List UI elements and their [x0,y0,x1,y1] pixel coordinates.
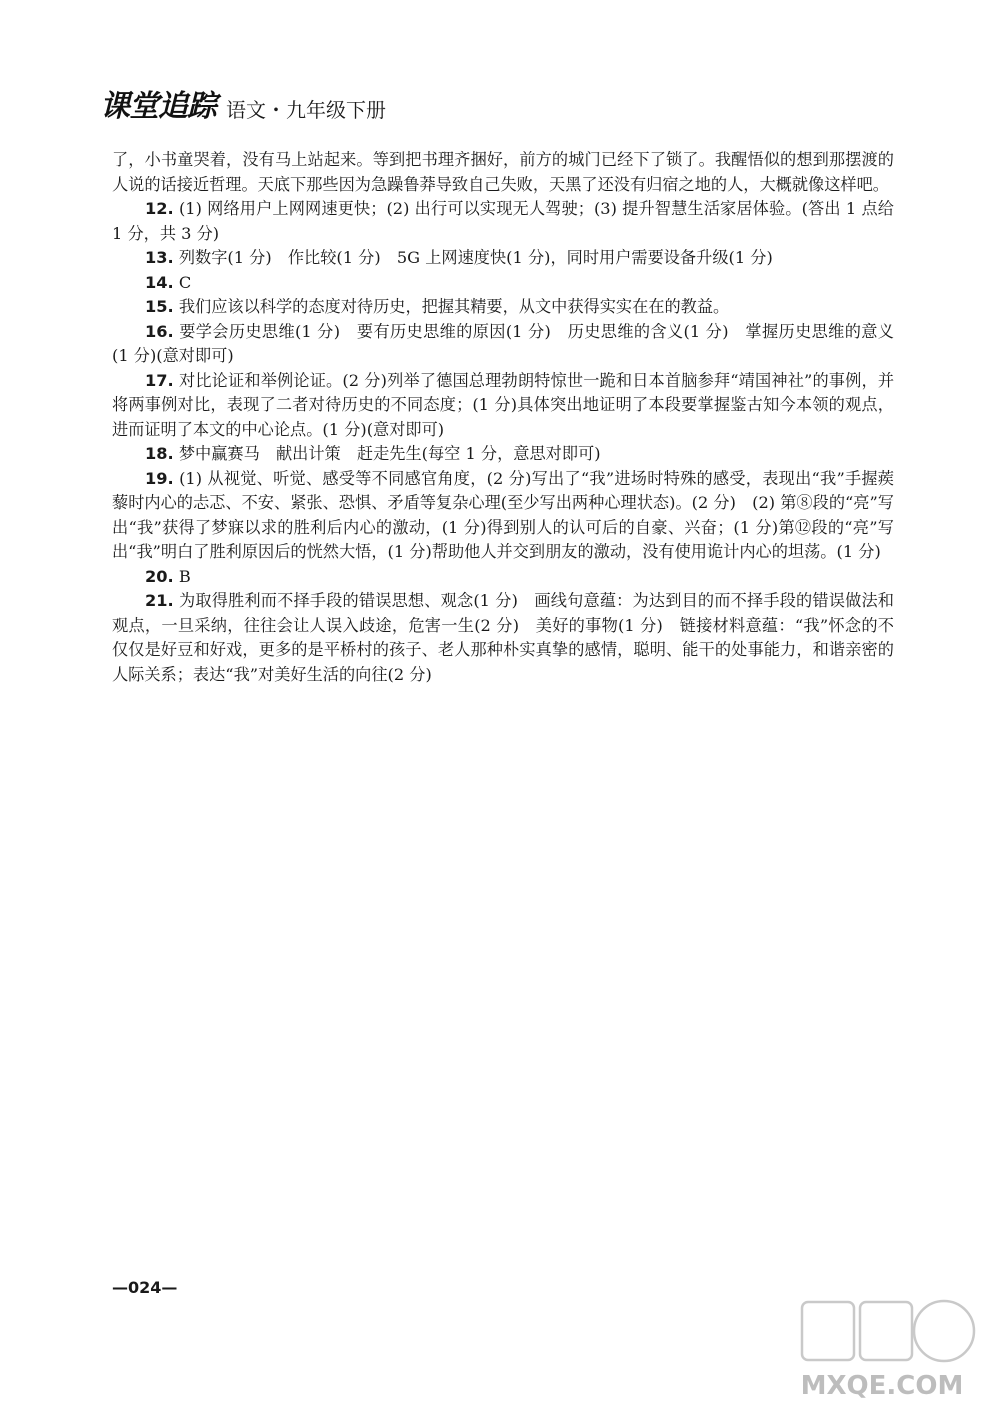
answer-item [112,320,894,369]
answer-number: 18. [145,444,174,463]
answer-number: 17. [145,370,174,390]
answer-content [112,148,894,687]
answer-item [112,369,894,443]
answer-item [112,197,894,246]
answer-number: 13. [145,248,174,267]
watermark-logo [782,1294,982,1404]
answer-text: 梦中赢赛马 献出计策 赶走先生(每空 1 分，意思对即可) [178,444,601,463]
answer-item [112,295,894,320]
answer-item [112,246,894,271]
answer-item [112,271,894,296]
answer-text: 我们应该以科学的态度对待历史，把握其精要，从文中获得实实在在的教益。 [178,297,730,316]
watermark-url: MXQE.COM [800,1371,964,1401]
answer-text: 为取得胜利而不择手段的错误思想、观念(1 分) 画线句意蕴：为达到目的而不择手段的错误做法和观点，一旦采纳，往往会让人误入歧途，危害一生(2 分) 美好的事物(1 分) 链接材料意蕴：“我”怀念的不仅仅是好豆和好戏，更多的是平桥村的孩子、老人那种朴实真挚的感情，聪明、能干的处事能力，和谐亲密的人际关系；表达“我”对美好生活的向往(2 分) [112,591,894,684]
answer-item [112,442,894,467]
answer-text: (1) 从视觉、听觉、感受等不同感官角度，(2 分)写出了“我”进场时特殊的感受，表现出“我”手握蒺藜时内心的忐忑、不安、紧张、恐惧、矛盾等复杂心理(至少写出两种心理状态)。(2 分) (2) 第⑧段的“亮”写出“我”获得了梦寐以求的胜利后内心的激动，(1 分)得到别人的认可后的自豪、兴奋；(1 分)第⑫段的“亮”写出“我”明白了胜利原因后的恍然大悟，(1 分)帮助他人并交到朋友的激动，没有使用诡计内心的坦荡。(1 分) [112,468,894,561]
answer-number: 14. [145,272,174,292]
answer-item [112,589,894,687]
answer-number: 16. [145,321,174,341]
answer-text: 列数字(1 分) 作比较(1 分) 5G 上网速度快(1 分)，同时用户需要设备升级(1 分) [178,248,773,267]
answer-text: 要学会历史思维(1 分) 要有历史思维的原因(1 分) 历史思维的含义(1 分) 掌握历史思维的意义(1 分)(意对即可) [112,321,894,365]
answer-text: 对比论证和举例论证。(2 分)列举了德国总理勃朗特惊世一跪和日本首脑参拜“靖国神社”的事例，并将两事例对比，表现了二者对待历史的不同态度；(1 分)具体突出地证明了本段要掌握鉴古知今本领的观点，进而证明了本文的中心论点。(1 分)(意对即可) [112,370,895,439]
answer-item [112,467,894,565]
answer-number: 15. [145,297,174,316]
answer-number: 19. [145,468,174,488]
answer-number: 20. [145,566,174,586]
answer-number: 21. [145,591,174,610]
book-subtitle: 语文・九年级下册 [226,98,386,122]
answer-item [112,565,894,590]
page-header [100,89,386,124]
page-number: —024— [112,1278,178,1297]
answer-text: B [178,566,191,586]
intro-paragraph: 了，小书童哭着，没有马上站起来。等到把书理齐捆好，前方的城门已经下了锁了。我醒悟似的想到那摆渡的人说的话接近哲理。天底下那些因为急躁鲁莽导致自己失败，天黑了还没有归宿之地的人，大概就像这样吧。 [112,150,894,194]
brand-logo: 课堂追踪 [100,89,216,124]
answer-number: 12. [145,199,174,218]
answer-text: C [178,272,192,292]
answer-text: (1) 网络用户上网网速更快；(2) 出行可以实现无人驾驶；(3) 提升智慧生活家居体验。(答出 1 点给 1 分，共 3 分) [112,199,894,243]
